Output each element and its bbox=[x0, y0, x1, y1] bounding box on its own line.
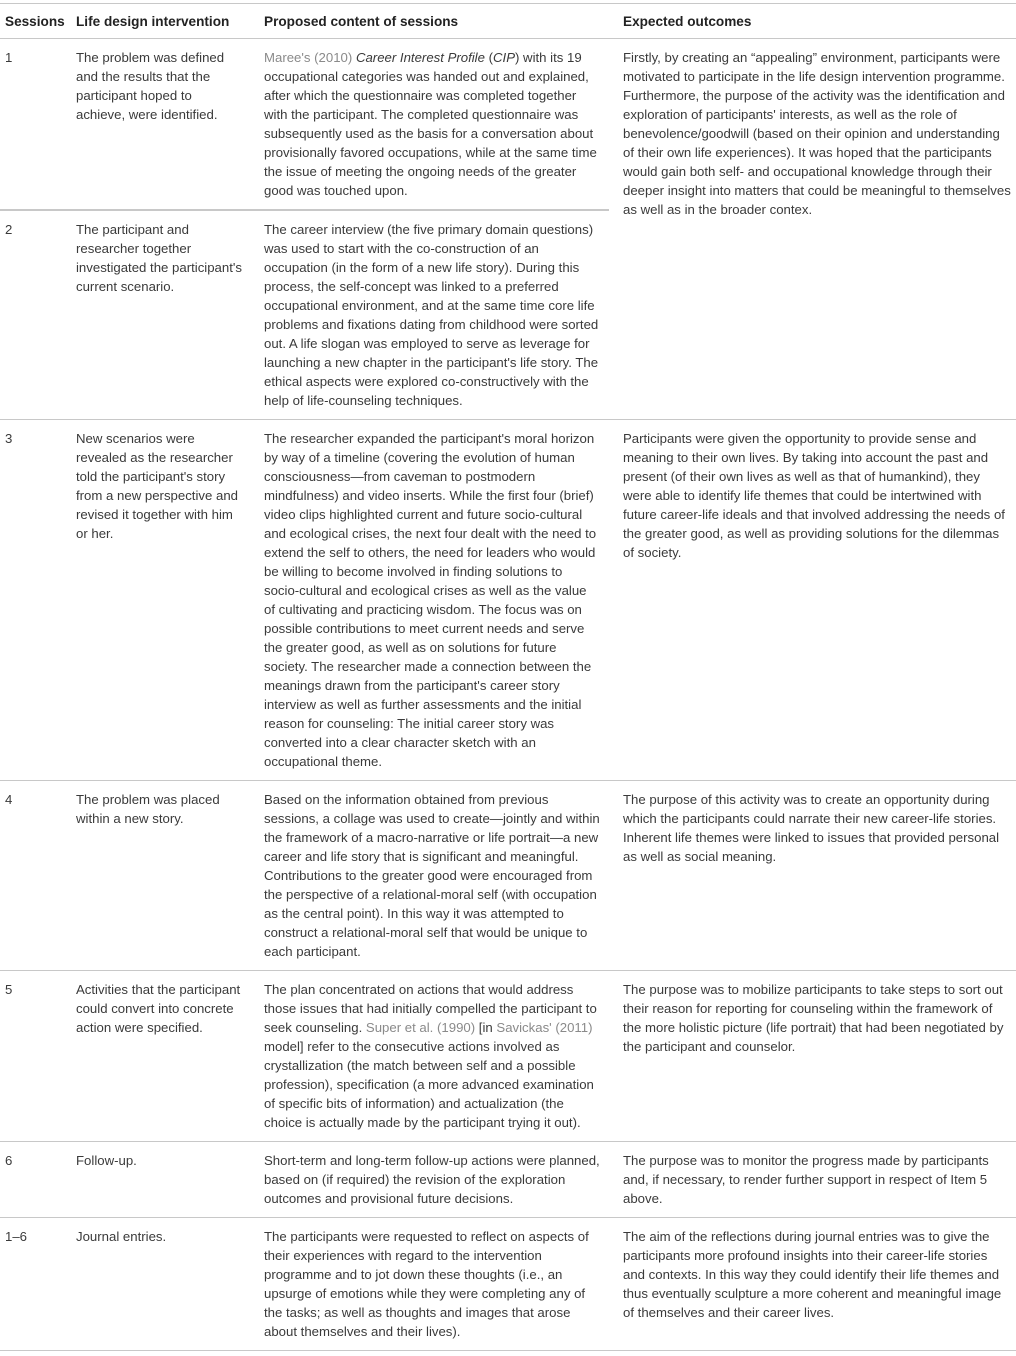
content-part-c: model] refer to the consecutive actions involved as crystallization (the match between self and a possible profession), specification (a more advanced examination of specific bits of information) and actualization (the choice is actually made by the participant trying it out). bbox=[264, 1039, 594, 1130]
outcome-cell-merged: Firstly, by creating an “appealing” environment, participants were motivated to participate in the life design intervention programme. Furthermore, the purpose of the activity was the identification and exploration of participants' interests, as well as the role of benevolence/goodwill (based on their opinion and understanding of their own life experiences). It was hoped that the participants would gain both self- and occupational knowledge through their deeper insight into matters that could be meaningful to themselves as well as in the broader contex. bbox=[623, 50, 1011, 217]
intervention-cell: New scenarios were revealed as the researcher told the participant's story from a new perspective and revised it together with him or her. bbox=[76, 431, 238, 541]
intervention-cell: Activities that the participant could convert into concrete action were specified. bbox=[76, 982, 241, 1035]
content-cell: The career interview (the five primary domain questions) was used to start with the co-construction of an occupation (in the form of a new life story). During this process, the self-concept was linked to a preferred occupational environment, and at the same time core life problems and fixations dating from childhood were sorted out. A life slogan was employed to serve as leverage for launching a new chapter in the participant's life story. The ethical aspects were explored co-constructively with the help of life-counseling techniques. bbox=[264, 222, 599, 408]
session-number: 6 bbox=[5, 1153, 13, 1168]
session-number: 3 bbox=[5, 431, 13, 446]
outcome-cell: The aim of the reflections during journal entries was to give the participants more profound insights into their career-life stories and contexts. In this way they could identify their life themes and thus eventually sculpture a more coherent and meaningful image of themselves and their career lives. bbox=[623, 1229, 1002, 1320]
citation-link[interactable]: Savickas' (2011) bbox=[496, 1020, 593, 1035]
sessions-table bbox=[0, 3, 1016, 1351]
table-row bbox=[0, 420, 1016, 781]
table-row bbox=[0, 1218, 1016, 1351]
table-row bbox=[0, 971, 1016, 1142]
intervention-cell: Follow-up. bbox=[76, 1153, 137, 1168]
cip-title: Career Interest Profile bbox=[355, 50, 485, 65]
header-outcomes: Expected outcomes bbox=[623, 14, 752, 29]
intervention-cell: Journal entries. bbox=[76, 1229, 167, 1244]
header-sessions: Sessions bbox=[5, 14, 65, 29]
intervention-cell: The problem was placed within a new story. bbox=[76, 792, 220, 826]
content-cell: Short-term and long-term follow-up actions were planned, based on (if required) the revision of the exploration outcomes and provisional future decisions. bbox=[264, 1153, 600, 1206]
intervention-cell: The problem was defined and the results that the participant hoped to achieve, were identified. bbox=[76, 50, 225, 122]
cip-abbr: CIP bbox=[493, 50, 515, 65]
session-number: 1 bbox=[5, 50, 13, 65]
intervention-cell: The participant and researcher together investigated the participant's current scenario. bbox=[76, 222, 242, 294]
session-number: 4 bbox=[5, 792, 13, 807]
content-cell: The researcher expanded the participant's moral horizon by way of a timeline (covering the evolution of human consciousness—from caveman to postmodern mindfulness) and video inserts. While the first four (brief) video clips highlighted current and future socio-cultural and ecological crises, the next four dealt with the need to extend the self to others, the need for leaders who would be willing to become involved in finding solutions to socio-cultural and ecological crises as well as the value of cultivating and practicing wisdom. The focus was on possible contributions to meet current needs and serve the greater good, as well as on solutions for future society. The researcher made a connection between the meanings drawn from the participant's career story interview as well as further assessments and the initial reason for counseling: The initial career story was converted into a clear character sketch with an occupational theme. bbox=[264, 431, 597, 769]
rows-1-2-left bbox=[0, 39, 609, 419]
content-cell: Based on the information obtained from previous sessions, a collage was used to create—jointly and within the framework of a macro-narrative or life portrait—a new career and life story that is significant and meaningful. Contributions to the greater good were encouraged from the perspective of a relational-moral self (with occupation as the central point). In this way it was attempted to construct a relational-moral self that would be unique to each participant. bbox=[264, 792, 600, 959]
table-row bbox=[0, 781, 1016, 971]
session-number: 1–6 bbox=[5, 1229, 28, 1244]
outcome-cell: The purpose was to monitor the progress made by participants and, if necessary, to render further support in respect of Item 5 above. bbox=[623, 1153, 989, 1206]
content-cell bbox=[250, 39, 609, 209]
outcome-cell: Participants were given the opportunity to provide sense and meaning to their own lives. By taking into account the past and present (of their own lives as well as that of humankind), they were able to identify life themes that could be intertwined with future career-life ideals and that involved addressing the needs of the greater good, as well as providing solutions for the dilemmas of society. bbox=[623, 431, 1005, 560]
content-cell bbox=[250, 971, 609, 1141]
content-rest: ) with its 19 occupational categories was handed out and explained, after which the questionnaire was completed together with the participant. The completed questionnaire was subsequently used as the basis for a conversation about provisionally favored occupations, while at the same time the issue of meeting the ongoing needs of the greater good was touched upon. bbox=[264, 50, 597, 198]
session-number: 5 bbox=[5, 982, 13, 997]
content-part-a: The plan concentrated on actions that would address those issues that had initially compelled the participant to seek counseling. bbox=[264, 982, 597, 1035]
table-header-row bbox=[0, 4, 1016, 39]
outcome-cell: The purpose was to mobilize participants to take steps to sort out their reason for reporting for counseling within the framework of the more holistic picture (life portrait) that had been negotiated by the participant and counselor. bbox=[623, 982, 1004, 1054]
citation-link[interactable]: Super et al. (1990) bbox=[365, 1020, 476, 1035]
rows-1-2-group bbox=[0, 39, 1016, 420]
table-row bbox=[0, 39, 609, 210]
header-intervention: Life design intervention bbox=[76, 14, 230, 29]
table-row bbox=[0, 1142, 1016, 1218]
content-part-b: [in bbox=[475, 1020, 497, 1035]
citation-link[interactable]: Maree's (2010) bbox=[264, 50, 353, 65]
content-paren: ( bbox=[484, 50, 494, 65]
session-number: 2 bbox=[5, 222, 13, 237]
content-cell: The participants were requested to reflect on aspects of their experiences with regard to the intervention programme and to jot down these thoughts (i.e., an upsurge of emotions while they were completing any of the tasks; as well as thoughts and images that arose about themselves and their lives). bbox=[264, 1229, 589, 1339]
header-content: Proposed content of sessions bbox=[264, 14, 459, 29]
table-row bbox=[0, 210, 609, 419]
outcome-cell: The purpose of this activity was to create an opportunity during which the participants could narrate their new career-life stories. Inherent life themes were linked to issues that provided personal as well as social meaning. bbox=[623, 792, 1000, 864]
